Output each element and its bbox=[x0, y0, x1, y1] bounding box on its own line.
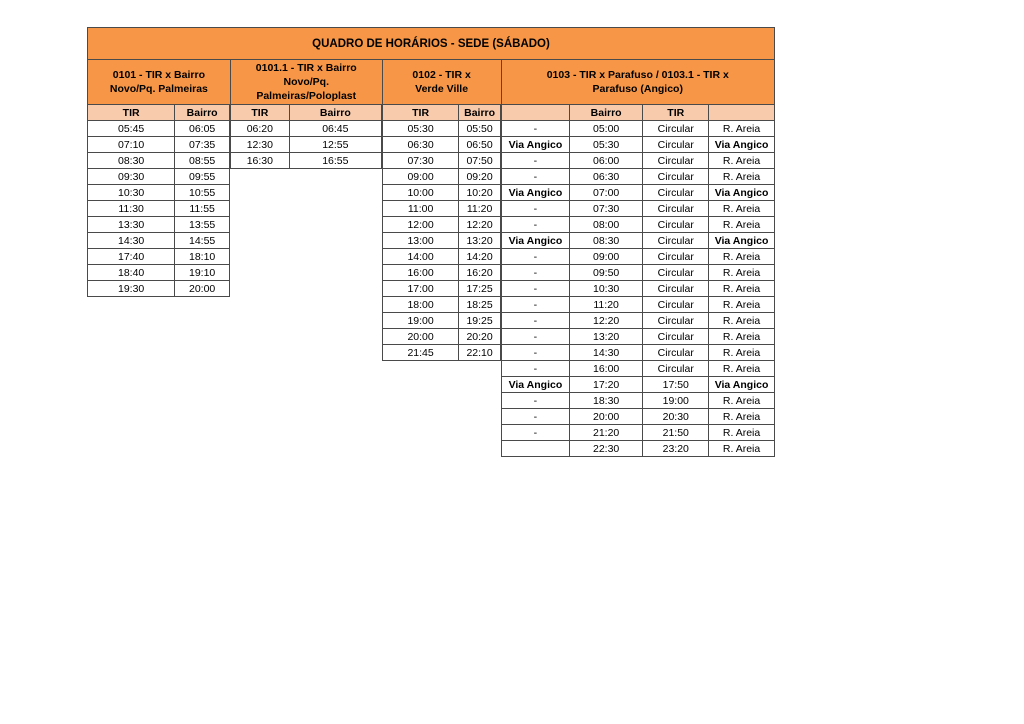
column-header-row bbox=[88, 105, 230, 121]
table-row bbox=[502, 137, 775, 153]
table-row bbox=[383, 121, 501, 137]
table-row bbox=[383, 265, 501, 281]
table-row bbox=[502, 265, 775, 281]
table-cell: 19:00 bbox=[643, 393, 709, 409]
column-header: TIR bbox=[383, 105, 459, 121]
table-cell: 07:10 bbox=[88, 137, 175, 153]
table-cell: Via Angico bbox=[502, 185, 570, 201]
line-header-0102: 0102 - TIR x Verde Ville bbox=[382, 60, 501, 105]
table-row bbox=[231, 121, 382, 137]
table-cell: R. Areia bbox=[709, 249, 775, 265]
table-cell: 19:10 bbox=[175, 265, 230, 281]
table-row bbox=[88, 185, 230, 201]
table-cell: 11:55 bbox=[175, 201, 230, 217]
table-cell: 09:00 bbox=[383, 169, 459, 185]
column-header: Bairro bbox=[175, 105, 230, 121]
table-row bbox=[502, 425, 775, 441]
table-cell: Via Angico bbox=[709, 233, 775, 249]
table-cell: 05:50 bbox=[459, 121, 501, 137]
table-cell: 09:20 bbox=[459, 169, 501, 185]
table-row bbox=[502, 249, 775, 265]
table-cell: 18:30 bbox=[569, 393, 643, 409]
table-row bbox=[383, 233, 501, 249]
table-row bbox=[502, 169, 775, 185]
table-row bbox=[231, 153, 382, 169]
schedule-table-0101 bbox=[87, 104, 230, 297]
table-row bbox=[88, 153, 230, 169]
column-header-row bbox=[383, 105, 501, 121]
column-header-row bbox=[502, 105, 775, 121]
table-cell: R. Areia bbox=[709, 441, 775, 457]
schedule-table-0102 bbox=[382, 104, 501, 361]
table-row bbox=[502, 185, 775, 201]
table-cell: 10:55 bbox=[175, 185, 230, 201]
table-row bbox=[502, 313, 775, 329]
table-cell: 05:45 bbox=[88, 121, 175, 137]
table-row bbox=[383, 153, 501, 169]
table-cell: Circular bbox=[643, 281, 709, 297]
table-cell: R. Areia bbox=[709, 409, 775, 425]
table-cell: - bbox=[502, 281, 570, 297]
table-cell: Circular bbox=[643, 153, 709, 169]
table-cell: 10:30 bbox=[88, 185, 175, 201]
table-cell: 17:20 bbox=[569, 377, 643, 393]
table-row bbox=[231, 137, 382, 153]
table-cell: R. Areia bbox=[709, 153, 775, 169]
table-cell: - bbox=[502, 361, 570, 377]
table-cell: R. Areia bbox=[709, 393, 775, 409]
table-cell: 06:05 bbox=[175, 121, 230, 137]
table-row bbox=[88, 217, 230, 233]
table-cell: Circular bbox=[643, 121, 709, 137]
table-row bbox=[383, 345, 501, 361]
table-row bbox=[383, 281, 501, 297]
table-cell: 08:55 bbox=[175, 153, 230, 169]
table-row bbox=[502, 153, 775, 169]
table-cell: 20:00 bbox=[383, 329, 459, 345]
line-header-0103: 0103 - TIR x Parafuso / 0103.1 - TIR x Parafuso (Angico) bbox=[501, 60, 774, 105]
table-row bbox=[502, 121, 775, 137]
table-cell: Circular bbox=[643, 345, 709, 361]
column-header bbox=[502, 105, 570, 121]
table-row bbox=[502, 217, 775, 233]
table-row bbox=[383, 137, 501, 153]
table-row bbox=[502, 329, 775, 345]
table-cell: 19:30 bbox=[88, 281, 175, 297]
table-cell: 17:00 bbox=[383, 281, 459, 297]
table-row bbox=[88, 265, 230, 281]
table-cell: 16:55 bbox=[289, 153, 381, 169]
table-cell: 12:00 bbox=[383, 217, 459, 233]
table-row bbox=[88, 137, 230, 153]
table-cell: 14:00 bbox=[383, 249, 459, 265]
table-cell: 11:20 bbox=[459, 201, 501, 217]
table-cell: 07:00 bbox=[569, 185, 643, 201]
table-cell: 14:30 bbox=[569, 345, 643, 361]
table-cell: - bbox=[502, 297, 570, 313]
table-cell: 10:20 bbox=[459, 185, 501, 201]
table-cell: 21:50 bbox=[643, 425, 709, 441]
table-cell: 21:45 bbox=[383, 345, 459, 361]
table-cell: Circular bbox=[643, 329, 709, 345]
line-header-0101-1: 0101.1 - TIR x Bairro Novo/Pq. Palmeiras/Poloplast bbox=[230, 60, 382, 105]
table-cell: - bbox=[502, 153, 570, 169]
table-row bbox=[502, 201, 775, 217]
table-cell: R. Areia bbox=[709, 265, 775, 281]
table-cell: 13:20 bbox=[569, 329, 643, 345]
table-cell bbox=[502, 441, 570, 457]
table-cell: 16:00 bbox=[383, 265, 459, 281]
column-header: Bairro bbox=[459, 105, 501, 121]
table-cell: 08:30 bbox=[569, 233, 643, 249]
line-header-0101: 0101 - TIR x Bairro Novo/Pq. Palmeiras bbox=[88, 60, 231, 105]
table-row bbox=[502, 233, 775, 249]
column-header: Bairro bbox=[289, 105, 381, 121]
table-cell: Via Angico bbox=[502, 137, 570, 153]
table-cell: 16:00 bbox=[569, 361, 643, 377]
table-cell: 14:55 bbox=[175, 233, 230, 249]
table-cell: R. Areia bbox=[709, 345, 775, 361]
table-cell: 23:20 bbox=[643, 441, 709, 457]
column-header bbox=[709, 105, 775, 121]
table-cell: - bbox=[502, 265, 570, 281]
table-cell: Circular bbox=[643, 185, 709, 201]
table-cell: 09:55 bbox=[175, 169, 230, 185]
table-cell: R. Areia bbox=[709, 281, 775, 297]
column-header: TIR bbox=[231, 105, 290, 121]
table-cell: 13:20 bbox=[459, 233, 501, 249]
schedule-table-0103 bbox=[501, 104, 775, 457]
table-cell: 08:30 bbox=[88, 153, 175, 169]
table-cell: 20:20 bbox=[459, 329, 501, 345]
table-cell: 22:10 bbox=[459, 345, 501, 361]
table-cell: - bbox=[502, 345, 570, 361]
table-cell: 13:30 bbox=[88, 217, 175, 233]
table-cell: 17:40 bbox=[88, 249, 175, 265]
table-cell: 08:00 bbox=[569, 217, 643, 233]
table-cell: - bbox=[502, 393, 570, 409]
table-cell: R. Areia bbox=[709, 329, 775, 345]
table-cell: 19:25 bbox=[459, 313, 501, 329]
table-cell: R. Areia bbox=[709, 313, 775, 329]
table-row bbox=[502, 441, 775, 457]
table-cell: 17:25 bbox=[459, 281, 501, 297]
table-row bbox=[383, 313, 501, 329]
table-cell: Circular bbox=[643, 137, 709, 153]
table-cell: R. Areia bbox=[709, 361, 775, 377]
table-cell: 18:25 bbox=[459, 297, 501, 313]
table-cell: 06:30 bbox=[569, 169, 643, 185]
table-cell: 12:20 bbox=[459, 217, 501, 233]
schedule-title: QUADRO DE HORÁRIOS - SEDE (SÁBADO) bbox=[88, 28, 775, 60]
column-header: TIR bbox=[88, 105, 175, 121]
table-cell: Circular bbox=[643, 313, 709, 329]
schedule-title-table bbox=[87, 27, 775, 60]
table-row bbox=[502, 409, 775, 425]
table-row bbox=[383, 249, 501, 265]
table-row bbox=[502, 345, 775, 361]
table-row bbox=[383, 217, 501, 233]
table-row bbox=[383, 297, 501, 313]
table-cell: 11:00 bbox=[383, 201, 459, 217]
table-cell: Circular bbox=[643, 249, 709, 265]
table-cell: 05:00 bbox=[569, 121, 643, 137]
table-cell: - bbox=[502, 329, 570, 345]
table-cell: 09:00 bbox=[569, 249, 643, 265]
table-cell: 16:20 bbox=[459, 265, 501, 281]
table-cell: Via Angico bbox=[709, 377, 775, 393]
table-row bbox=[502, 297, 775, 313]
table-cell: Via Angico bbox=[502, 377, 570, 393]
table-cell: Via Angico bbox=[709, 137, 775, 153]
table-cell: 18:40 bbox=[88, 265, 175, 281]
table-cell: 09:30 bbox=[88, 169, 175, 185]
table-row bbox=[383, 169, 501, 185]
table-cell: 18:10 bbox=[175, 249, 230, 265]
table-cell: 11:30 bbox=[88, 201, 175, 217]
table-cell: 06:30 bbox=[383, 137, 459, 153]
table-row bbox=[88, 169, 230, 185]
table-cell: 12:30 bbox=[231, 137, 290, 153]
table-cell: R. Areia bbox=[709, 217, 775, 233]
table-cell: Circular bbox=[643, 297, 709, 313]
table-cell: - bbox=[502, 249, 570, 265]
table-cell: R. Areia bbox=[709, 169, 775, 185]
table-cell: 16:30 bbox=[231, 153, 290, 169]
table-cell: Via Angico bbox=[709, 185, 775, 201]
table-cell: Via Angico bbox=[502, 233, 570, 249]
table-cell: Circular bbox=[643, 169, 709, 185]
column-header: Bairro bbox=[569, 105, 643, 121]
table-cell: Circular bbox=[643, 217, 709, 233]
table-cell: 06:00 bbox=[569, 153, 643, 169]
table-cell: 12:20 bbox=[569, 313, 643, 329]
column-header-row bbox=[231, 105, 382, 121]
table-cell: 06:50 bbox=[459, 137, 501, 153]
table-cell: 22:30 bbox=[569, 441, 643, 457]
table-cell: 20:00 bbox=[175, 281, 230, 297]
line-headers bbox=[87, 59, 775, 105]
table-row bbox=[502, 281, 775, 297]
table-cell: - bbox=[502, 169, 570, 185]
table-cell: R. Areia bbox=[709, 121, 775, 137]
table-cell: R. Areia bbox=[709, 297, 775, 313]
table-cell: 09:50 bbox=[569, 265, 643, 281]
table-cell: - bbox=[502, 313, 570, 329]
table-cell: Circular bbox=[643, 233, 709, 249]
table-cell: 21:20 bbox=[569, 425, 643, 441]
table-cell: Circular bbox=[643, 201, 709, 217]
table-cell: 13:00 bbox=[383, 233, 459, 249]
table-row bbox=[502, 393, 775, 409]
table-cell: 14:20 bbox=[459, 249, 501, 265]
table-row bbox=[88, 249, 230, 265]
column-header: TIR bbox=[643, 105, 709, 121]
table-row bbox=[88, 233, 230, 249]
table-cell: 20:30 bbox=[643, 409, 709, 425]
schedule-table-0101-1 bbox=[230, 104, 382, 169]
table-cell: 07:35 bbox=[175, 137, 230, 153]
table-cell: 06:45 bbox=[289, 121, 381, 137]
table-cell: R. Areia bbox=[709, 201, 775, 217]
table-row bbox=[88, 201, 230, 217]
table-row bbox=[502, 361, 775, 377]
table-cell: 20:00 bbox=[569, 409, 643, 425]
table-cell: 10:30 bbox=[569, 281, 643, 297]
table-cell: 07:50 bbox=[459, 153, 501, 169]
table-cell: 12:55 bbox=[289, 137, 381, 153]
table-cell: 07:30 bbox=[569, 201, 643, 217]
table-cell: Circular bbox=[643, 265, 709, 281]
table-cell: 14:30 bbox=[88, 233, 175, 249]
table-cell: 07:30 bbox=[383, 153, 459, 169]
table-row bbox=[88, 281, 230, 297]
table-cell: 18:00 bbox=[383, 297, 459, 313]
table-cell: 05:30 bbox=[569, 137, 643, 153]
table-cell: 11:20 bbox=[569, 297, 643, 313]
table-cell: Circular bbox=[643, 361, 709, 377]
table-cell: - bbox=[502, 425, 570, 441]
table-row bbox=[88, 121, 230, 137]
table-cell: 17:50 bbox=[643, 377, 709, 393]
table-cell: - bbox=[502, 217, 570, 233]
table-cell: 06:20 bbox=[231, 121, 290, 137]
table-cell: R. Areia bbox=[709, 425, 775, 441]
table-cell: - bbox=[502, 201, 570, 217]
table-row bbox=[502, 377, 775, 393]
table-cell: 13:55 bbox=[175, 217, 230, 233]
table-row bbox=[383, 201, 501, 217]
table-row bbox=[383, 185, 501, 201]
table-row bbox=[383, 329, 501, 345]
table-cell: 10:00 bbox=[383, 185, 459, 201]
table-cell: 05:30 bbox=[383, 121, 459, 137]
table-cell: - bbox=[502, 409, 570, 425]
table-cell: - bbox=[502, 121, 570, 137]
table-cell: 19:00 bbox=[383, 313, 459, 329]
